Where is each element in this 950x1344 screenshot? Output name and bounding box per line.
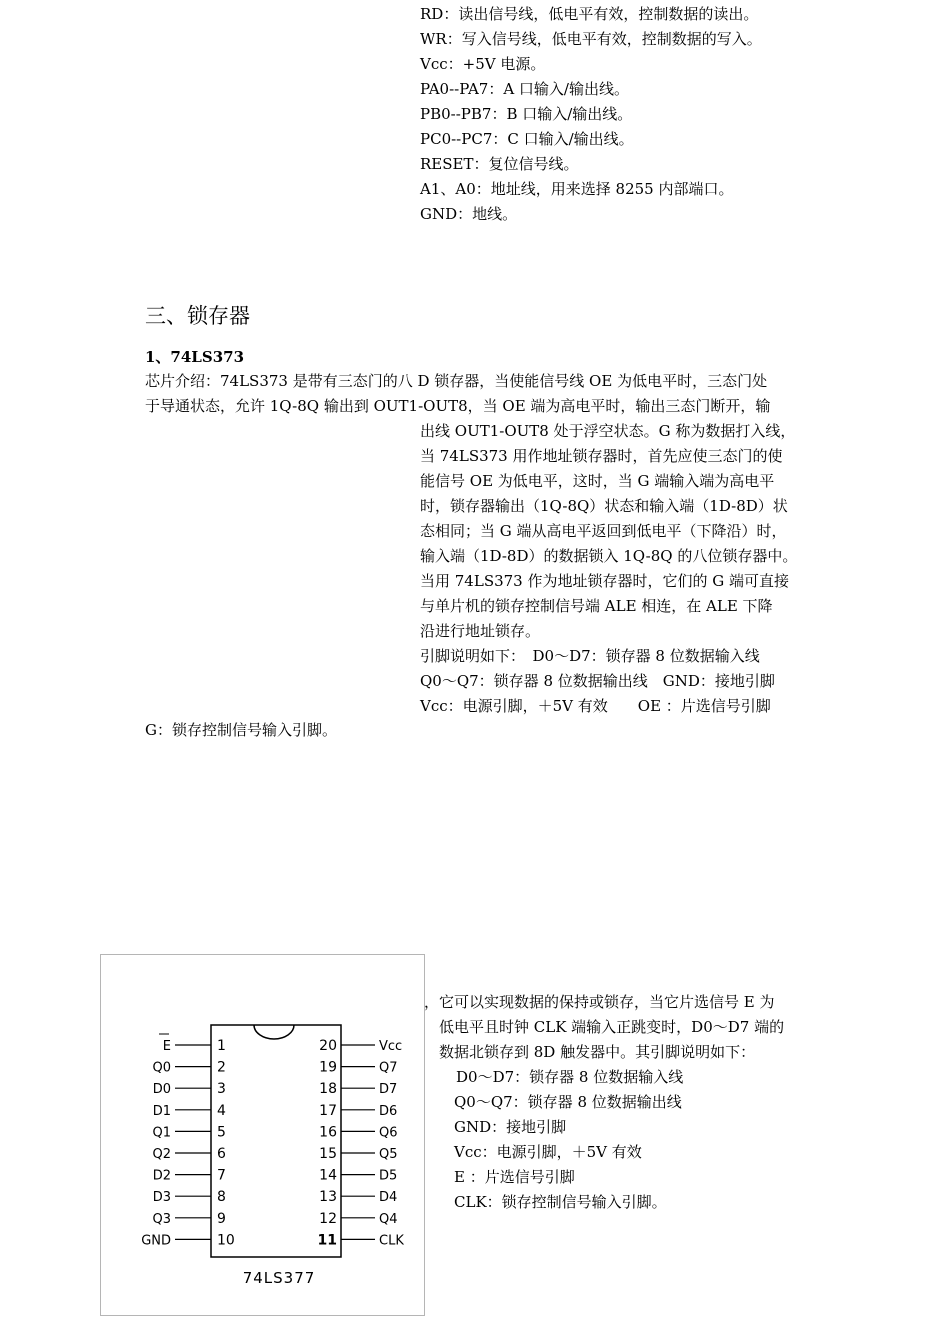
pin-number-right: 15 — [319, 1146, 337, 1162]
pin-desc-line: PC0--PC7：C 口输入/输出线。 — [420, 130, 634, 148]
pin-list-8255 — [420, 2, 820, 232]
pin-name-right: Q6 — [379, 1125, 398, 1141]
right-pins — [318, 1038, 405, 1248]
col-line: 当 74LS373 用作地址锁存器时，首先应使三态门的使 — [420, 447, 783, 465]
col-line: Vcc：电源引脚，＋5V 有效 OE ：片选信号引脚 — [420, 697, 771, 715]
pin-number-right: 12 — [319, 1210, 337, 1227]
pin-name-left: D2 — [152, 1168, 171, 1184]
chip-desc-line: ，它可以实现数据的保持或锁存，当它片选信号 E 为 — [424, 993, 775, 1011]
chip-diagram-frame — [100, 954, 425, 1316]
pin-name-left: Q2 — [152, 1147, 171, 1162]
pin-name-right: Vcc — [379, 1039, 403, 1054]
col-line: 当用 74LS373 作为地址锁存器时，它们的 G 端可直接 — [420, 572, 790, 590]
col-line: Q0～Q7：锁存器 8 位数据输出线 GND：接地引脚 — [420, 672, 775, 690]
pin-name-right: D5 — [379, 1168, 398, 1184]
pin-number-left: 2 — [217, 1059, 226, 1076]
pin-number-right: 18 — [319, 1081, 337, 1098]
pin-name-left: Q3 — [152, 1211, 171, 1227]
pin-name-right: D4 — [379, 1190, 398, 1206]
chip-pin-desc: Q0～Q7：锁存器 8 位数据输出线 — [454, 1093, 682, 1111]
chip-pin-desc: D0～D7：锁存器 8 位数据输入线 — [456, 1068, 684, 1086]
chip-label: 74LS377 — [242, 1269, 316, 1287]
pin-desc-line: PB0--PB7：B 口输入/输出线。 — [420, 105, 633, 123]
pin-name-left: D1 — [152, 1103, 171, 1119]
section-title: 三、锁存器 — [145, 304, 250, 328]
pin-name-right: D7 — [379, 1082, 398, 1098]
intro-line: 芯片介绍：74LS373 是带有三态门的八 D 锁存器，当使能信号线 OE 为低电平时，三态门处 — [145, 372, 768, 390]
pin-number-left: 3 — [217, 1081, 226, 1098]
pin-desc-line: RESET：复位信号线。 — [420, 155, 579, 173]
g-pin-line: G：锁存控制信号输入引脚。 — [145, 721, 337, 739]
pin-name-left: D0 — [152, 1082, 171, 1098]
pin-number-left: 1 — [217, 1038, 226, 1054]
pin-number-left: 4 — [217, 1102, 226, 1119]
pin-name-right: CLK — [379, 1233, 404, 1249]
pin-number-right: 17 — [319, 1102, 337, 1119]
chip-desc-line: 数据北锁存到 8D 触发器中。其引脚说明如下： — [439, 1043, 756, 1061]
pin-desc-line: PA0--PA7：A 口输入/输出线。 — [420, 80, 629, 98]
chip-pin-desc: E ：片选信号引脚 — [454, 1168, 575, 1186]
chip-desc-line: 低电平且时钟 CLK 端输入正跳变时，D0～D7 端的 — [439, 1018, 785, 1036]
pin-number-right: 14 — [319, 1167, 337, 1184]
chip-pin-desc: CLK：锁存控制信号输入引脚。 — [454, 1193, 667, 1211]
pin-name-right: Q7 — [379, 1060, 398, 1076]
col-line: 沿进行地址锁存。 — [420, 622, 541, 640]
col-line: 态相同；当 G 端从高电平返回到低电平（下降沿）时， — [420, 522, 787, 540]
col-line: 出线 OUT1-OUT8 处于浮空状态。G 称为数据打入线， — [420, 422, 796, 440]
pin-name-right: Q4 — [379, 1211, 398, 1227]
col-line: 与单片机的锁存控制信号端 ALE 相连，在 ALE 下降 — [420, 597, 773, 615]
pin-name-right: Q5 — [379, 1147, 398, 1162]
left-pins — [141, 1038, 235, 1248]
pin-number-left: 6 — [217, 1146, 226, 1162]
pin-number-right: 11 — [317, 1232, 337, 1249]
pin-desc-line: RD：读出信号线，低电平有效，控制数据的读出。 — [420, 5, 759, 23]
chip-pin-desc: GND：接地引脚 — [454, 1118, 567, 1136]
pin-number-left: 10 — [217, 1232, 235, 1249]
right-column-paragraph — [420, 419, 810, 719]
chip-notch — [254, 1025, 294, 1039]
subsection-title: 1、74LS373 — [145, 348, 245, 366]
pin-number-left: 9 — [217, 1210, 226, 1227]
pin-name-left: Q1 — [152, 1125, 171, 1141]
pin-number-left: 5 — [217, 1124, 226, 1141]
intro-paragraph — [145, 369, 810, 419]
pin-number-right: 16 — [319, 1124, 337, 1141]
pin-desc-line: A1、A0：地址线，用来选择 8255 内部端口。 — [420, 180, 734, 198]
pin-name-left: GND — [141, 1233, 171, 1249]
col-line: 时，锁存器输出（1Q-8Q）状态和输入端（1D-8D）状 — [420, 497, 788, 515]
pin-desc-line: Vcc：+5V 电源。 — [420, 55, 546, 73]
pin-number-left: 7 — [217, 1167, 226, 1184]
pin-number-right: 13 — [319, 1189, 337, 1206]
intro-line: 于导通状态，允许 1Q-8Q 输出到 OUT1-OUT8，当 OE 端为高电平时，输出三态门断开，输 — [145, 397, 771, 415]
chip-74ls377-diagram — [101, 955, 424, 1315]
pin-name-right: D6 — [379, 1103, 398, 1119]
pin-name-left: Q0 — [152, 1060, 171, 1076]
chip-description — [424, 990, 824, 1220]
pin-number-right: 19 — [319, 1059, 337, 1076]
col-line: 引脚说明如下： D0～D7：锁存器 8 位数据输入线 — [420, 647, 760, 665]
pin-number-right: 20 — [319, 1038, 337, 1054]
chip-pin-desc: Vcc：电源引脚，＋5V 有效 — [454, 1143, 642, 1161]
pin-desc-line: WR：写入信号线，低电平有效，控制数据的写入。 — [420, 30, 762, 48]
col-line: 输入端（1D-8D）的数据锁入 1Q-8Q 的八位锁存器中。 — [420, 547, 798, 565]
pin-name-left: E — [162, 1039, 171, 1054]
pin-desc-line: GND：地线。 — [420, 205, 518, 223]
pin-name-left: D3 — [152, 1190, 171, 1206]
pin-number-left: 8 — [217, 1189, 226, 1206]
col-line: 能信号 OE 为低电平，这时，当 G 端输入端为高电平 — [420, 472, 775, 490]
